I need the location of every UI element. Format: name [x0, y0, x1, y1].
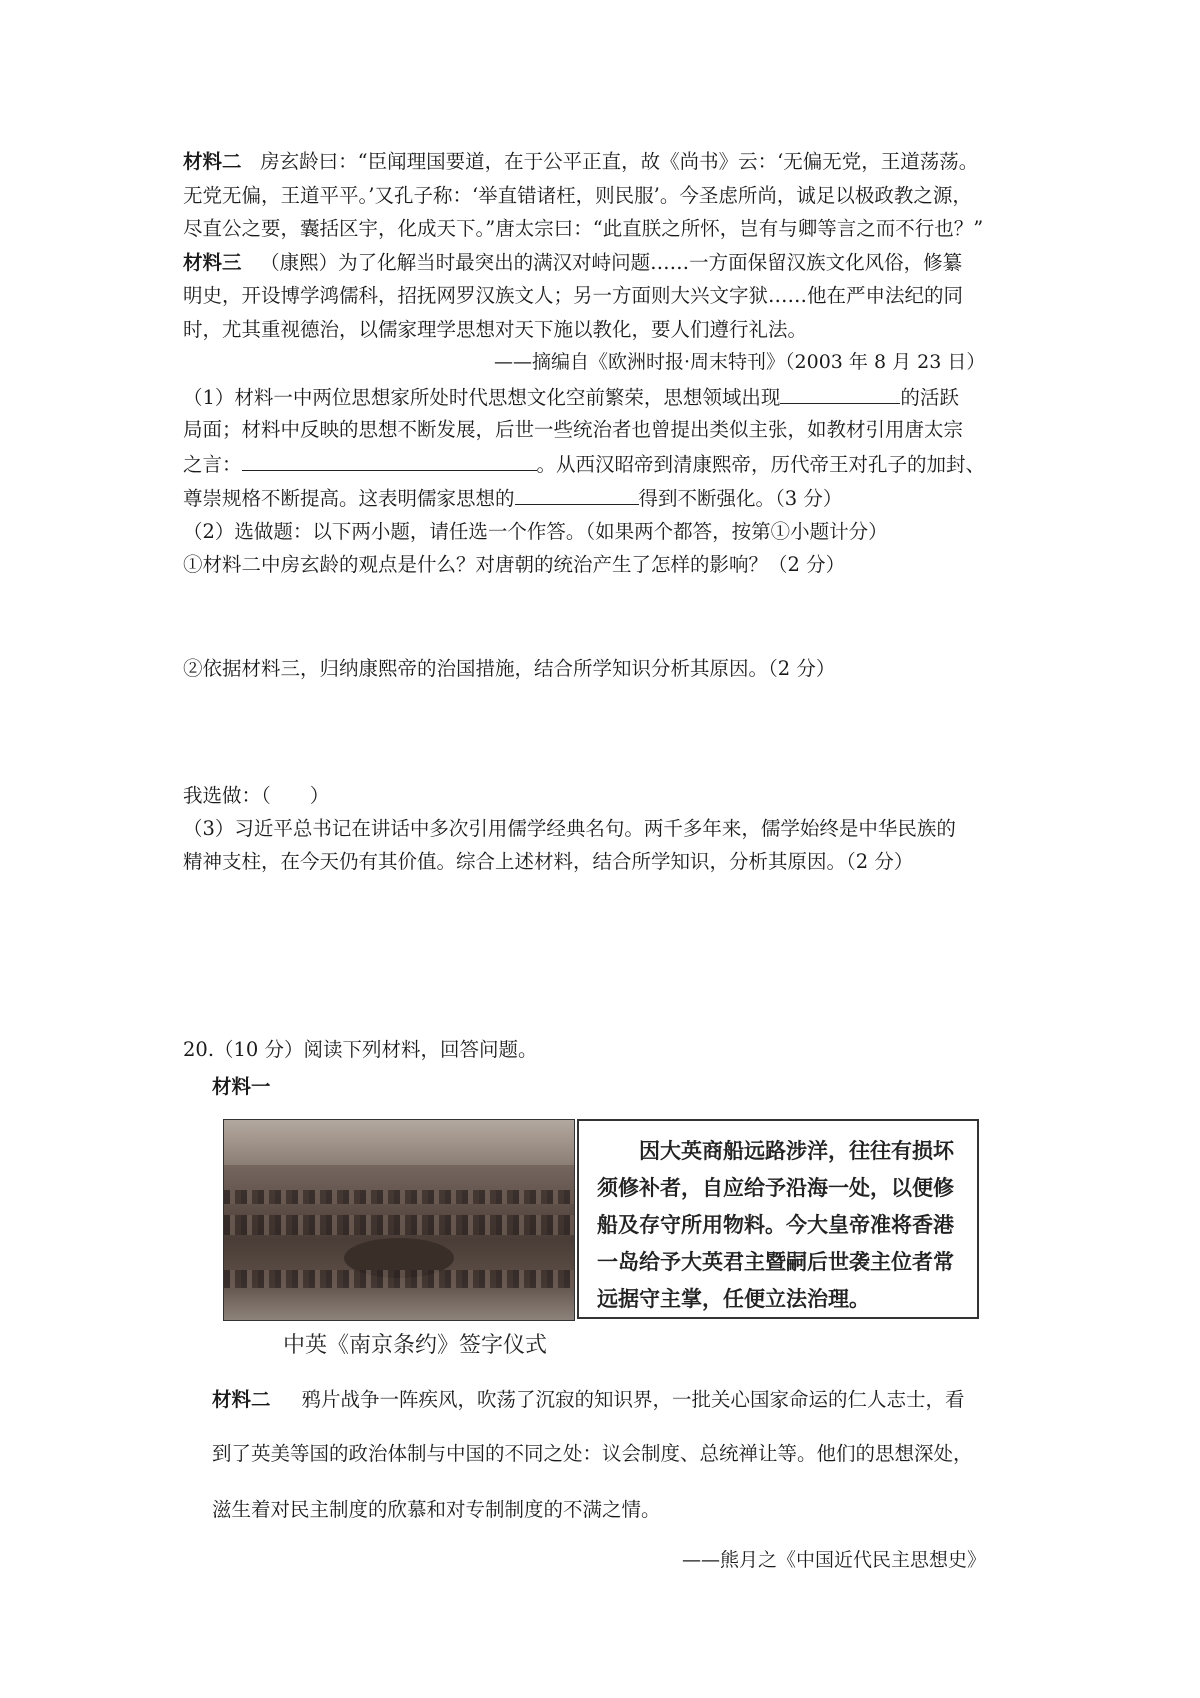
treaty-text-line: 远据守主掌，任便立法治理。 — [597, 1287, 870, 1311]
q1-text-4b: 得到不断强化。（3 分） — [638, 487, 843, 510]
q2-option-1: ①材料二中房玄龄的观点是什么？对唐朝的统治产生了怎样的影响？（2 分） — [183, 553, 846, 576]
q20-material2-label: 材料二 — [212, 1388, 271, 1411]
q2-option-2: ②依据材料三，归纳康熙帝的治国措施，结合所学知识分析其原因。（2 分） — [183, 657, 836, 680]
treaty-signing-photo — [223, 1119, 575, 1321]
q1-text-1b: 的活跃 — [900, 386, 959, 409]
q20-material1-label: 材料一 — [212, 1075, 271, 1098]
photo-crowd-front — [224, 1270, 574, 1288]
material3-text-2: 明史，开设博学鸿儒科，招抚网罗汉族文人；另一方面则大兴文字狱……他在严申法纪的同 — [183, 284, 964, 307]
material2-text-3: 尽直公之要，囊括区宇，化成天下。”唐太宗曰：“此直朕之所怀，岂有与卿等言之而不行也？” — [183, 217, 984, 240]
treaty-text-line: 一岛给予大英君主暨嗣后世袭主位者常 — [597, 1250, 954, 1274]
photo-crowd-middle — [224, 1215, 574, 1235]
q1-blank-3[interactable] — [515, 484, 639, 505]
q20-material2-text-3: 滋生着对民主制度的欣慕和对专制制度的不满之情。 — [212, 1498, 661, 1521]
treaty-text-line: 因大英商船远路涉洋，往往有损坏 — [597, 1139, 954, 1163]
treaty-text-line: 须修补者，自应给予沿海一处，以便修 — [597, 1176, 954, 1200]
material3-text-3: 时，尤其重视德治，以儒家理学思想对天下施以教化，要人们遵行礼法。 — [183, 318, 808, 341]
treaty-text-box — [577, 1119, 979, 1319]
q20-material2-line-1 — [212, 1376, 965, 1424]
material2-text-2: 无党无偏，王道平平。’又孔子称：‘举直错诸枉，则民服’。今圣虑所尚，诚足以极政教之源， — [183, 184, 972, 207]
q1-text-3a: 之言： — [183, 453, 242, 476]
material2-text-1: 房玄龄曰：“臣闻理国要道，在于公平正直，故《尚书》云：‘无偏无党，王道荡荡。 — [260, 150, 979, 173]
q20-material2-source: ——熊月之《中国近代民主思想史》 — [682, 1549, 987, 1571]
material3-text-1: （康熙）为了化解当时最突出的满汉对峙问题……一方面保留汉族文化风俗，修纂 — [260, 251, 963, 274]
photo-ceiling — [224, 1120, 574, 1165]
q1-line-1 — [183, 383, 959, 412]
material3-source: ——摘编自《欧洲时报·周末特刊》（2003 年 8 月 23 日） — [494, 351, 986, 373]
q20-material2-text-1: 鸦片战争一阵疾风，吹荡了沉寂的知识界，一批关心国家命运的仁人志士，看 — [301, 1388, 965, 1411]
q1-text-2: 局面；材料中反映的思想不断发展，后世一些统治者也曾提出类似主张，如教材引用唐太宗 — [183, 418, 964, 441]
q1-text-4a: 尊崇规格不断提高。这表明儒家思想的 — [183, 487, 515, 510]
q20-title: 20.（10 分）阅读下列材料，回答问题。 — [183, 1038, 538, 1061]
q1-blank-2[interactable] — [242, 450, 537, 471]
material2-label: 材料二 — [183, 150, 242, 173]
material3-label: 材料三 — [183, 251, 242, 274]
photo-crowd-back — [224, 1190, 574, 1204]
photo-caption: 中英《南京条约》签字仪式 — [283, 1333, 548, 1358]
choice-label[interactable]: 我选做：（ ） — [183, 784, 330, 807]
q1-text-3b: 。从西汉昭帝到清康熙帝，历代帝王对孔子的加封、 — [536, 453, 986, 476]
material3-line-1 — [183, 249, 962, 277]
q1-blank-1[interactable] — [780, 383, 900, 404]
q3-text-2: 精神支柱，在今天仍有其价值。综合上述材料，结合所学知识，分析其原因。（2 分） — [183, 850, 914, 873]
q1-text-1a: （1）材料一中两位思想家所处时代思想文化空前繁荣，思想领域出现 — [183, 386, 781, 409]
q1-line-3 — [183, 450, 985, 479]
q2-intro: （2）选做题：以下两小题，请任选一个作答。（如果两个都答，按第①小题计分） — [183, 520, 888, 543]
q20-material2-text-2: 到了英美等国的政治体制与中国的不同之处：议会制度、总统禅让等。他们的思想深处， — [212, 1442, 973, 1465]
treaty-text-line: 船及存守所用物料。今大皇帝准将香港 — [597, 1213, 954, 1237]
q1-line-4 — [183, 484, 842, 513]
material2-line-1 — [183, 148, 978, 176]
q3-text-1: （3）习近平总书记在讲话中多次引用儒学经典名句。两千多年来，儒学始终是中华民族的 — [183, 817, 956, 840]
